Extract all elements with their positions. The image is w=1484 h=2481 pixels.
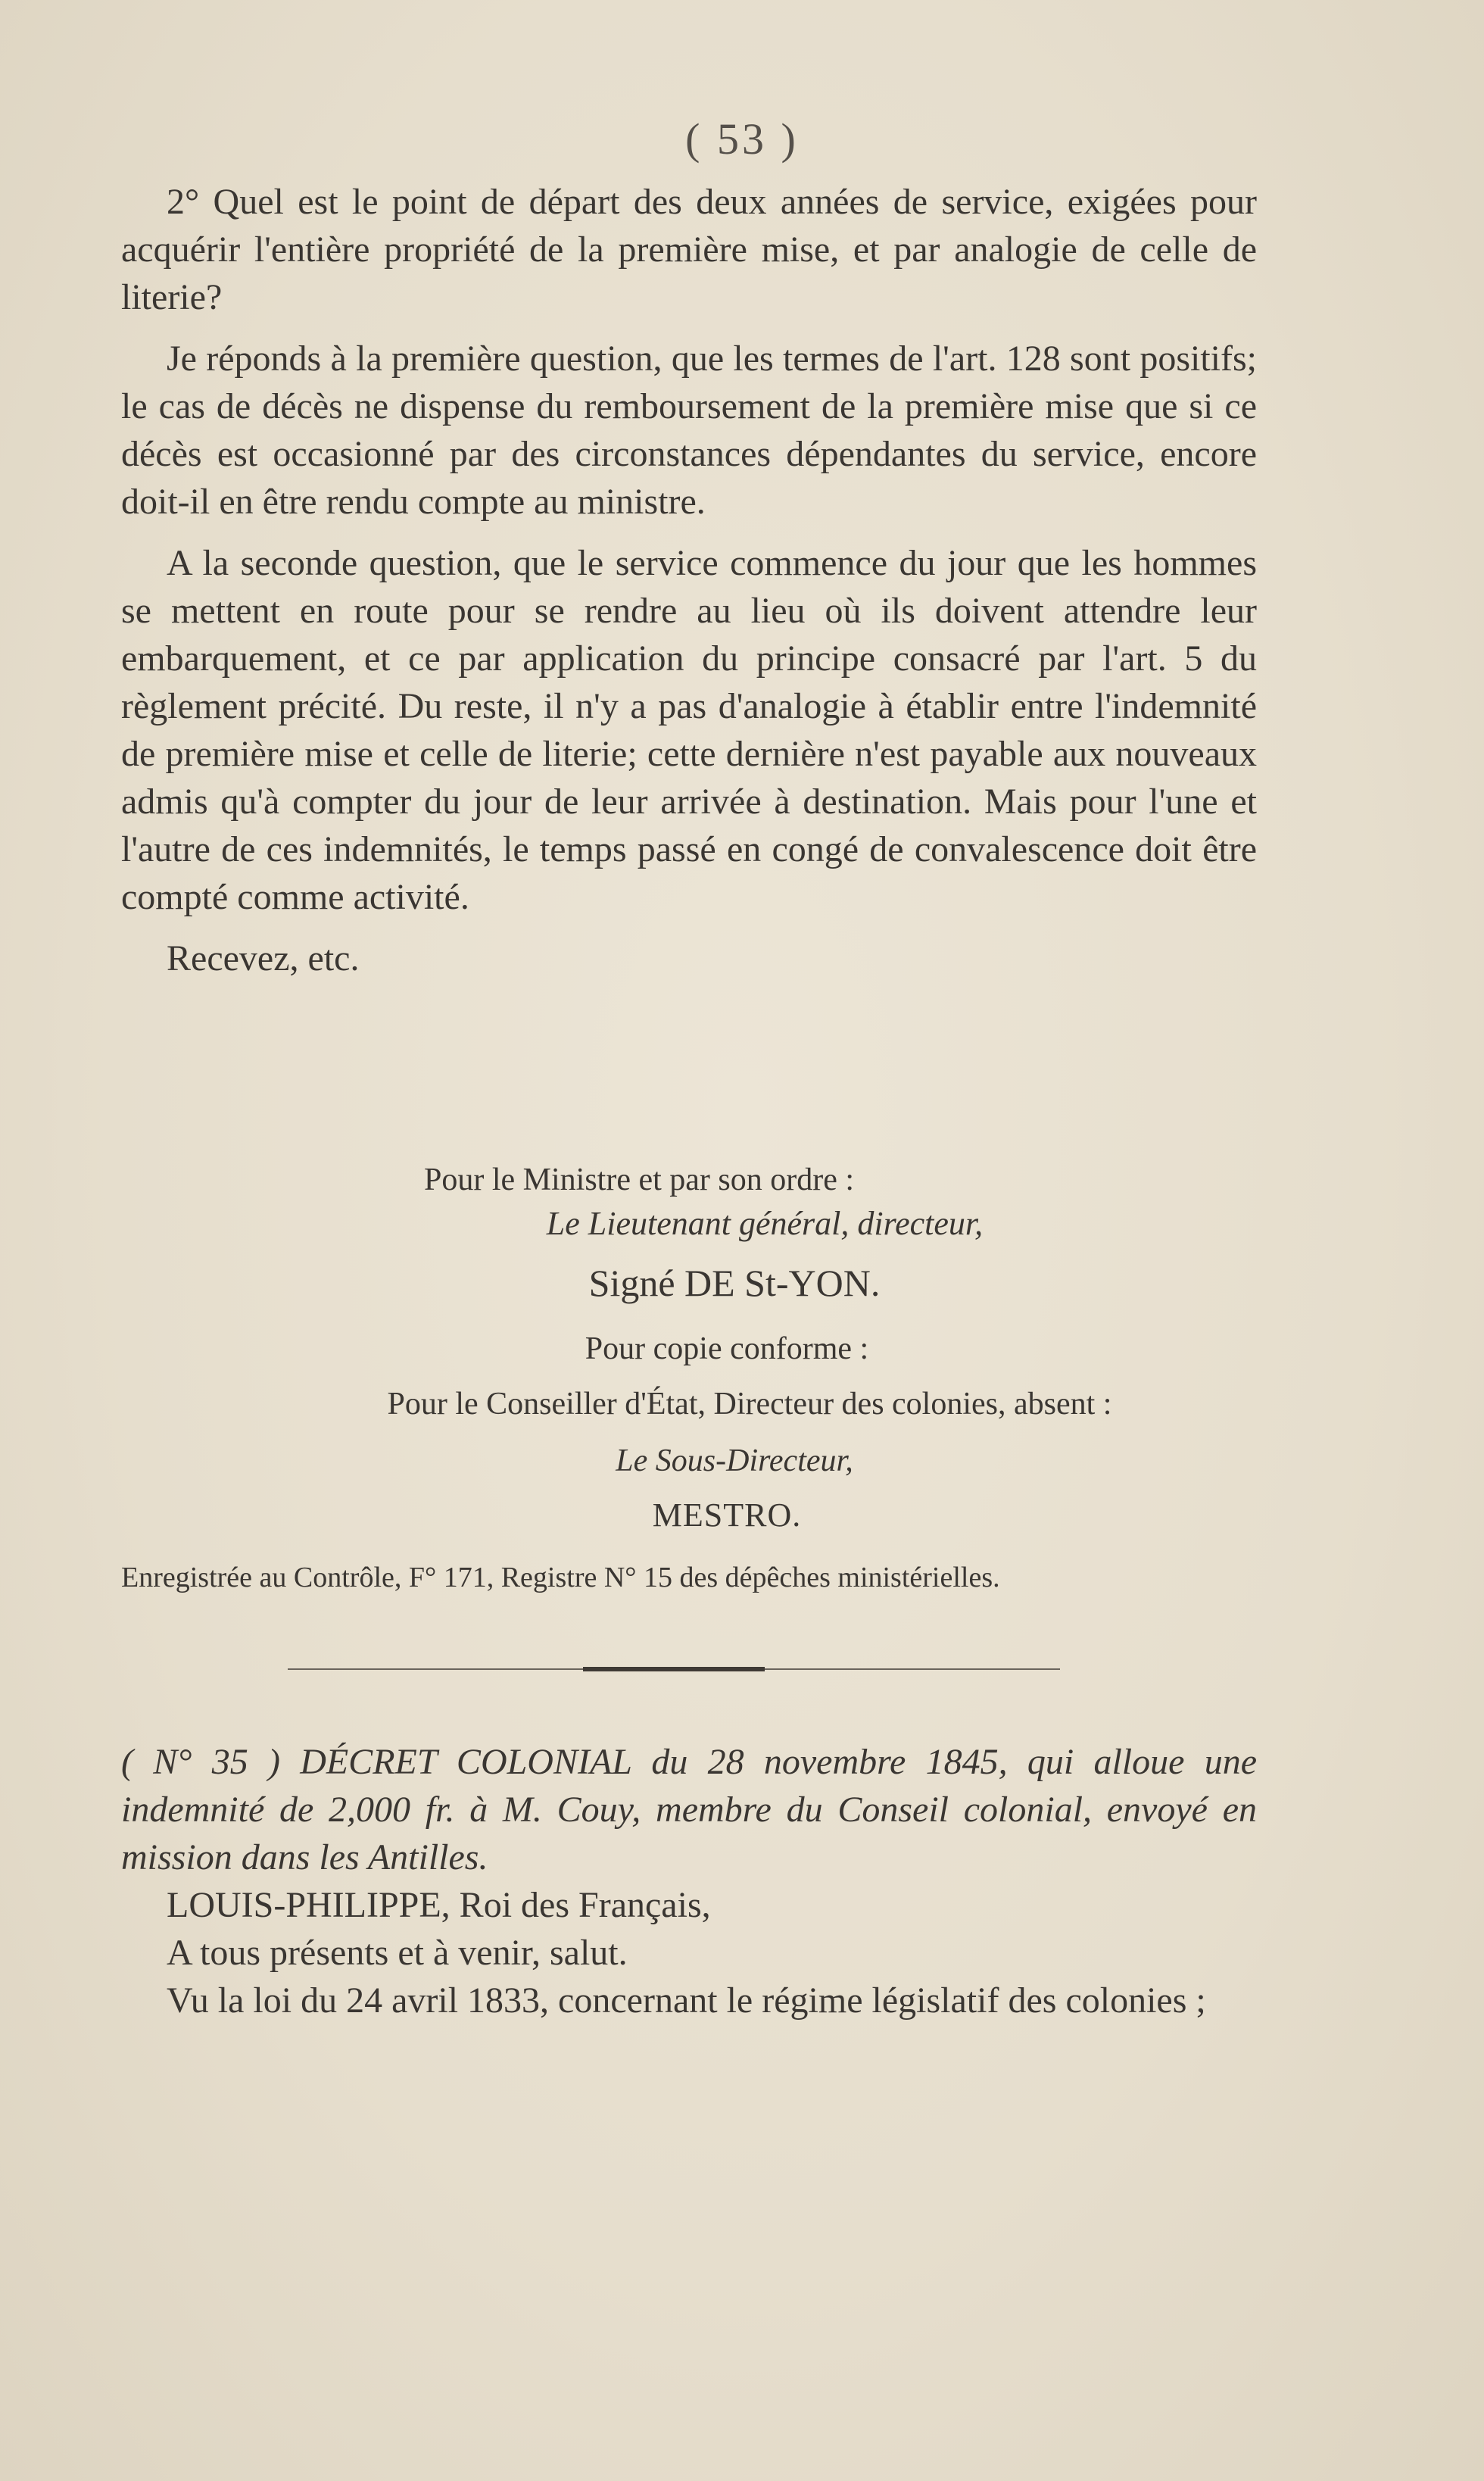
section-divider <box>288 1668 1060 1670</box>
signature-line-mestro: MESTRO. <box>652 1496 802 1534</box>
signature-line-signe: Signé DE St-YON. <box>588 1262 881 1304</box>
paragraph-answer-2: A la seconde question, que le service commence du jour que les hommes se mettent en route pour se rendre au lieu où ils doivent attendre leur embarquement, et ce par application du principe consacré par l'art. 5 du règlement précité. Du reste, il n'y a pas d'analogie à établir entre l'indemnité de première mise et celle de literie; cette dernière n'est payable aux nouveaux admis qu'à compter du jour de leur arrivée à destination. Mais pour l'une et l'autre de ces indemnités, le temps passé en congé de convalescence doit être compté comme activité. <box>121 543 1257 917</box>
decree-king: LOUIS-PHILIPPE, Roi des Français, <box>167 1885 711 1925</box>
decree-body <box>121 1738 1257 2024</box>
page-number: ( 53 ) <box>685 114 799 164</box>
paragraph-question-2: 2° Quel est le point de départ des deux années de service, exigées pour acquérir l'entière propriété de la première mise, et par analogie de celle de literie? <box>121 182 1257 317</box>
paragraph-closing: Recevez, etc. <box>167 938 360 978</box>
signature-line-ministre: Pour le Ministre et par son ordre : <box>424 1162 855 1197</box>
registry-note: Enregistrée au Contrôle, F° 171, Registre N° 15 des dépêches ministérielles. <box>121 1562 1000 1593</box>
decree-salut: A tous présents et à venir, salut. <box>167 1933 628 1973</box>
paragraph-answer-1: Je réponds à la première question, que les termes de l'art. 128 sont positifs; le cas de décès ne dispense du remboursement de la première mise que si ce décès est occasionné par des circonstances dépendantes du service, encore doit-il en être rendu compte au ministre. <box>121 339 1257 522</box>
signature-line-sous-directeur: Le Sous-Directeur, <box>616 1443 853 1478</box>
signature-line-conseiller: Pour le Conseiller d'État, Directeur des colonies, absent : <box>387 1387 1112 1422</box>
decree-vu: Vu la loi du 24 avril 1833, concernant le régime législatif des colonies ; <box>167 1980 1206 2021</box>
divider-ornament <box>583 1667 765 1671</box>
decree-heading: ( N° 35 ) DÉCRET COLONIAL du 28 novembre 1845, qui alloue une indemnité de 2,000 fr. à M. Couy, membre du Conseil colonial, envoyé en mission dans les Antilles. <box>121 1742 1257 1877</box>
signature-line-copie: Pour copie conforme : <box>585 1331 869 1366</box>
letter-body <box>121 178 1257 982</box>
signature-line-lieutenant: Le Lieutenant général, directeur, <box>546 1205 984 1242</box>
